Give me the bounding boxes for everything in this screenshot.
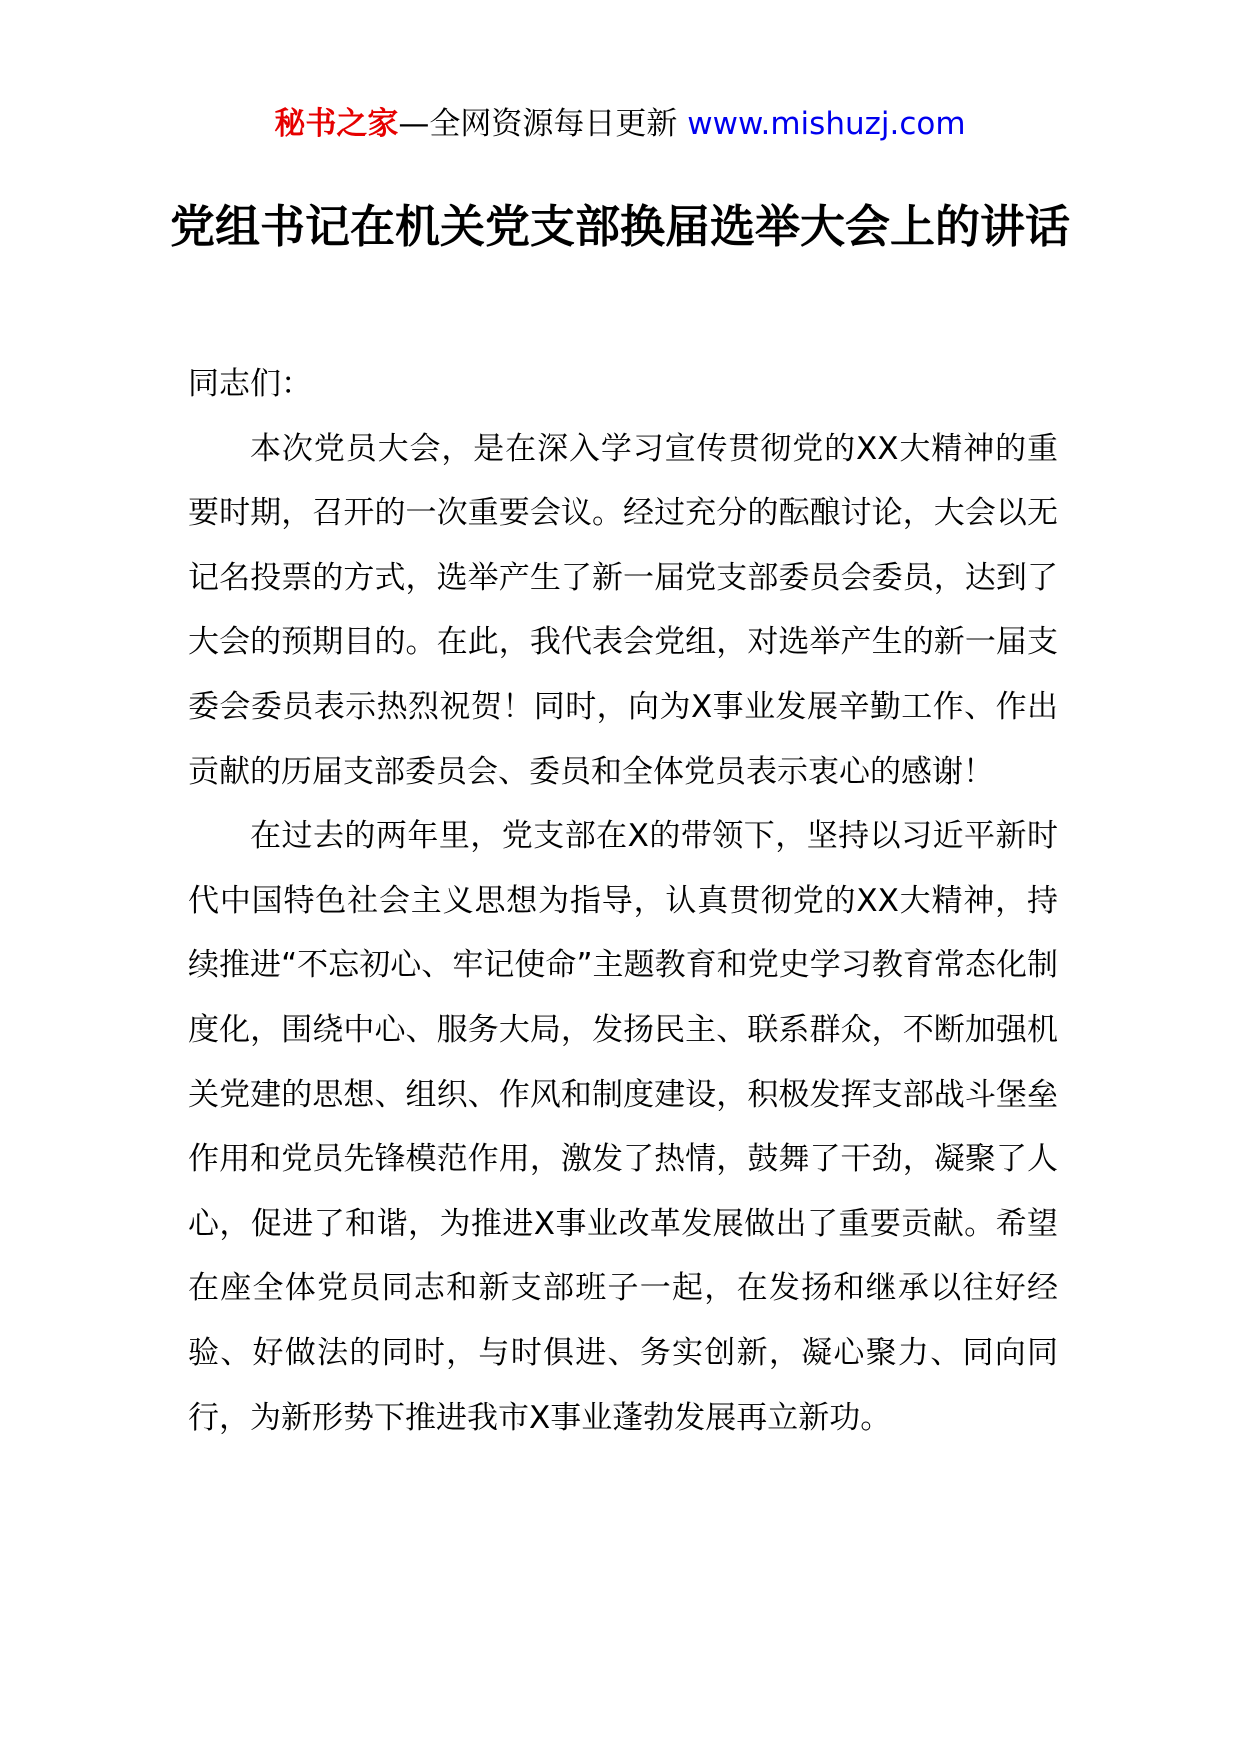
page-header [0,98,1240,150]
header-tagline: —全网资源每日更新 [398,106,688,142]
brand-name: 秘书之家 [274,106,399,142]
salutation: 同志们： [188,366,312,402]
site-url-link[interactable]: www.mishuzj.com [687,106,966,142]
paragraph-2: 在过去的两年里，党支部在X的带领下，坚持以习近平新时代中国特色社会主义思想为指导，认真贯彻党的XX大精神，持续推进“不忘初心、牢记使命”主题教育和党史学习教育常态化制度化，围绕中心、服务大局，发扬民主、联系群众，不断加强机关党建的思想、组织、作风和制度建设，积极发挥支部战斗堡垒作用和党员先锋模范作用，激发了热情，鼓舞了干劲，凝聚了人心，促进了和谐，为推进X事业改革发展做出了重要贡献。希望在座全体党员同志和新支部班子一起，在发扬和继承以往好经验、好做法的同时，与时俱进、务实创新，凝心聚力、同向同行，为新形势下推进我市X事业蓬勃发展再立新功。 [188,818,1058,1436]
paragraph-1: 本次党员大会，是在深入学习宣传贯彻党的XX大精神的重要时期，召开的一次重要会议。经过充分的酝酿讨论，大会以无记名投票的方式，选举产生了新一届党支部委员会委员，达到了大会的预期目的。在此，我代表会党组，对选举产生的新一届支委会委员表示热烈祝贺！同时，向为X事业发展辛勤工作、作出贡献的历届支部委员会、委员和全体党员表示衷心的感谢！ [188,430,1058,790]
document-body [188,352,1058,1450]
document-title: 党组书记在机关党支部换届选举大会上的讲话 [169,200,1070,253]
